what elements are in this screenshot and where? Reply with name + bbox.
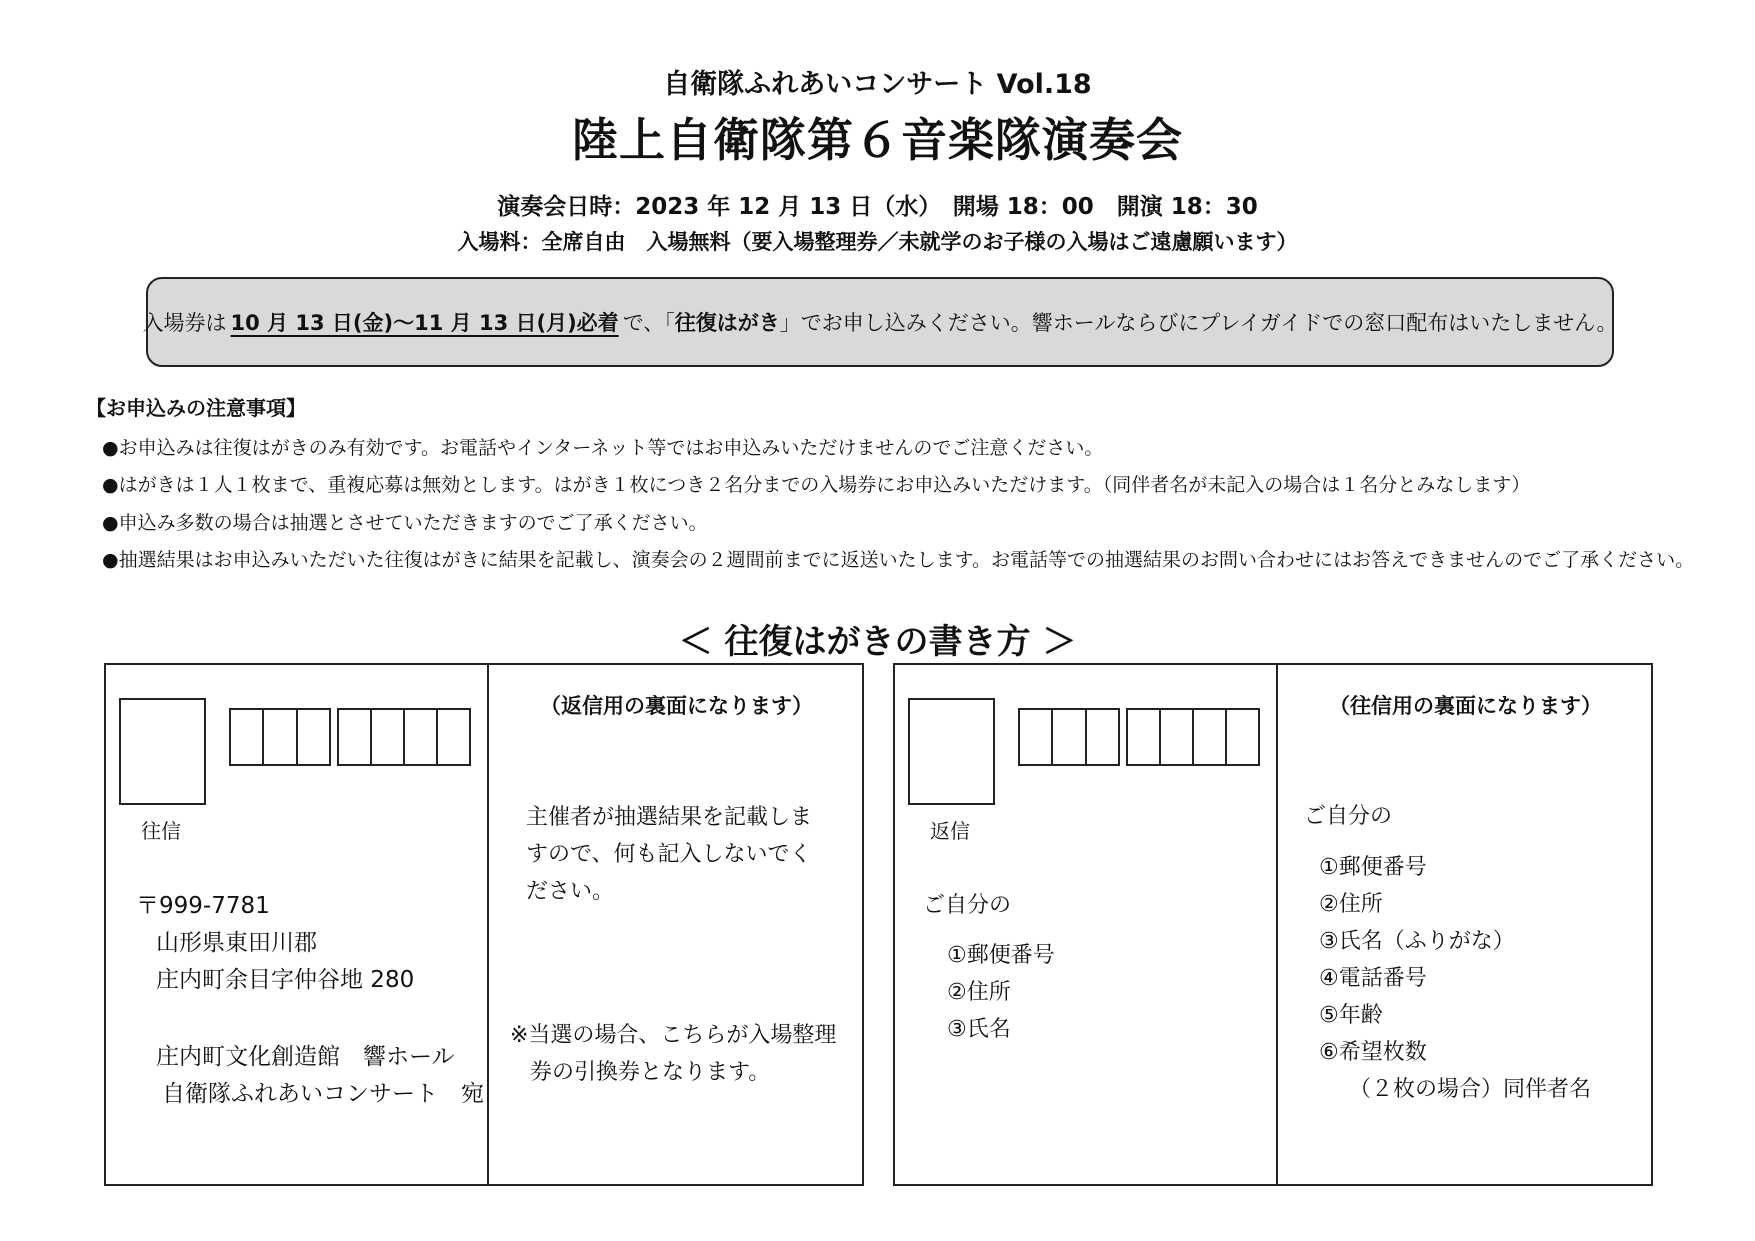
event-series-subtitle: 自衛隊ふれあいコンサート Vol.18 <box>663 69 1092 100</box>
back-intro: ご自分の <box>1304 804 1393 829</box>
application-notice-box <box>142 277 1618 367</box>
back-side-title: （往信用の裏面になります） <box>1329 694 1602 718</box>
address-line: 庄内町余目字仲谷地 280 <box>156 967 415 993</box>
back-side-text: 主催者が抽選結果を記載しますので、何も記入しないでください。 <box>526 805 813 904</box>
postcard-howto-heading: ＜ 往復はがきの書き方 ＞ <box>678 622 1077 662</box>
back-list-item: ②住所 <box>1319 892 1383 917</box>
notice-method: 往復はがき <box>674 311 780 335</box>
notice-text-post: 」でお申し込みください。響ホールならびにプレイガイドでの窓口配布はいたしません。 <box>779 311 1618 335</box>
stamp-box <box>908 698 995 805</box>
postal-code-boxes-4 <box>1126 708 1260 766</box>
stamp-label: 返信 <box>930 819 970 843</box>
note-item: ●申込み多数の場合は抽選とさせていただきますのでご了承ください。 <box>102 512 708 534</box>
back-list-item: ①郵便番号 <box>1319 855 1427 880</box>
stamp-box <box>119 698 206 805</box>
address-line: 山形県東田川郡 <box>156 930 317 956</box>
back-list-item: ⑥希望枚数 <box>1319 1040 1427 1065</box>
stamp-label: 往信 <box>141 819 181 843</box>
reply-postcard-diagram <box>893 663 1653 1186</box>
outgoing-postcard-diagram <box>104 663 864 1186</box>
notice-deadline: 10 月 13 日(金)～11 月 13 日(月)必着 <box>230 311 619 335</box>
admission-info: 入場料：全席自由 入場無料（要入場整理券／未就学のお子様の入場はご遠慮願います） <box>457 230 1298 254</box>
back-list-item: ④電話番号 <box>1319 966 1427 991</box>
notes-heading: 【お申込みの注意事項】 <box>86 396 306 420</box>
postal-code-boxes-3 <box>1018 708 1120 766</box>
postal-code-boxes-3 <box>229 708 331 766</box>
postcard-divider <box>487 665 489 1184</box>
back-side-note: 券の引換券となります。 <box>530 1060 771 1085</box>
recipient-line: 庄内町文化創造館 響ホール <box>156 1044 455 1070</box>
note-item: ●抽選結果はお申込みいただいた往復はがきに結果を記載し、演奏会の２週間前までに返送いたします。お電話等での抽選結果のお問い合わせにはお答えできませんのでご了承ください。 <box>102 549 1695 571</box>
recipient-line: 自衛隊ふれあいコンサート 宛 <box>162 1081 484 1107</box>
back-side-note: ※当選の場合、こちらが入場整理 <box>510 1023 837 1048</box>
back-list-item: ⑤年齢 <box>1319 1003 1383 1028</box>
front-list-item: ②住所 <box>947 980 1011 1005</box>
event-datetime: 演奏会日時：2023 年 12 月 13 日（水） 開場 18：00 開演 18：30 <box>497 194 1258 220</box>
back-side-title: （返信用の裏面になります） <box>540 694 813 718</box>
back-list-item-extra: （２枚の場合）同伴者名 <box>1349 1077 1592 1102</box>
notice-text-pre: 入場券は <box>142 311 227 335</box>
note-item: ●お申込みは往復はがきのみ有効です。お電話やインターネット等ではお申込みいただけませんのでご注意ください。 <box>102 437 1104 459</box>
page-title: 陸上自衛隊第６音楽隊演奏会 <box>572 113 1183 167</box>
back-list-item: ③氏名（ふりがな） <box>1319 929 1515 954</box>
front-intro: ご自分の <box>923 893 1012 918</box>
front-list-item: ③氏名 <box>947 1017 1011 1042</box>
note-item: ●はがきは１人１枚まで、重複応募は無効とします。はがき１枚につき２名分までの入場券にお申込みいただけます。（同伴者名が未記入の場合は１名分とみなします） <box>102 474 1531 496</box>
postal-code-boxes-4 <box>337 708 471 766</box>
postcard-divider <box>1276 665 1278 1184</box>
address-postal-code: 〒999-7781 <box>136 893 270 919</box>
front-list-item: ①郵便番号 <box>947 943 1055 968</box>
notice-text-mid: で、「 <box>622 311 675 335</box>
